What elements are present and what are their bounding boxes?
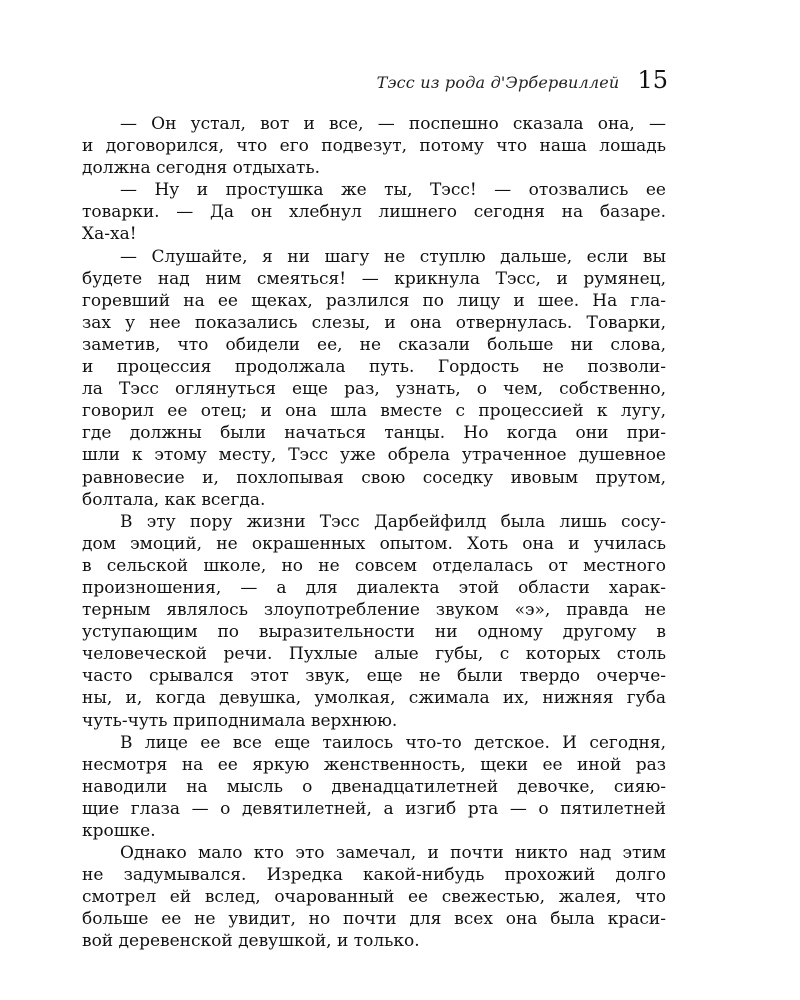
text-line: болтала, как всегда. [82, 489, 266, 510]
text-line: где должны были начаться танцы. Но когда они при- [82, 423, 666, 444]
paragraph [82, 113, 666, 179]
text-line: Однако мало кто это замечал, и почти никто над этим [120, 843, 666, 864]
text-line: больше ее не увидит, но почти для всех она была краси- [82, 909, 666, 930]
text-line: — Ну и простушка же ты, Тэсс! — отозвались ее [120, 180, 666, 201]
text-line: шли к этому месту, Тэсс уже обрела утраченное душевное [82, 445, 666, 466]
text-line: зах у нее показались слезы, и она отвернулась. Товарки, [82, 312, 666, 333]
text-line: В эту пору жизни Тэсс Дарбейфилд была лишь сосу- [120, 511, 666, 532]
text-line: будете над ним смеяться! — крикнула Тэсс, и румянец, [82, 268, 666, 289]
text-line: уступающим по выразительности ни одному другому в [82, 622, 666, 643]
text-line: дом эмоций, не окрашенных опытом. Хоть она и училась [82, 533, 666, 554]
text-line: Ха-ха! [82, 224, 137, 245]
text-line: произношения, — а для диалекта этой области харак- [82, 577, 666, 598]
text-line: равновесие и, похлопывая свою соседку ивовым прутом, [82, 467, 666, 488]
paragraph [82, 732, 666, 842]
text-line: заметив, что обидели ее, не сказали больше ни слова, [82, 334, 666, 355]
book-title: Тэсс из рода д'Эрбервиллей [376, 73, 620, 92]
text-line: в сельской школе, но не совсем отделалась от местного [82, 555, 666, 576]
text-line: человеческой речи. Пухлые алые губы, с которых столь [82, 644, 666, 665]
text-line: щие глаза — о девятилетней, а изгиб рта — о пятилетней [82, 798, 666, 819]
body-text [82, 113, 666, 953]
text-line: не задумывался. Изредка какой-нибудь прохожий долго [82, 865, 666, 886]
text-line: и договорился, что его подвезут, потому что наша лошадь [82, 136, 666, 157]
text-line: говорил ее отец; и она шла вместе с процессией к лугу, [82, 401, 666, 422]
text-line: ны, и, когда девушка, умолкая, сжимала их, нижняя губа [82, 688, 666, 709]
text-line: товарки. — Да он хлебнул лишнего сегодня на базаре. [82, 202, 666, 223]
text-line: ла Тэсс оглянуться еще раз, узнать, о чем, собственно, [82, 379, 666, 400]
paragraph [82, 511, 666, 732]
text-line: В лице ее все еще таилось что-то детское. И сегодня, [120, 732, 666, 753]
text-line: часто срывался этот звук, еще не были твердо очерче- [82, 666, 666, 687]
text-line: и процессия продолжала путь. Гордость не позволи- [82, 357, 666, 378]
text-line: вой деревенской девушкой, и только. [82, 931, 420, 952]
running-header [377, 68, 668, 92]
text-line: наводили на мысль о двенадцатилетней девочке, сияю- [82, 776, 666, 797]
text-line: — Слушайте, я ни шагу не ступлю дальше, если вы [120, 246, 666, 267]
paragraph [82, 842, 666, 952]
text-line: чуть-чуть приподнимала верхнюю. [82, 710, 398, 731]
text-line: смотрел ей вслед, очарованный ее свежестью, жалея, что [82, 887, 666, 908]
text-line: должна сегодня отдыхать. [82, 158, 321, 179]
text-line: несмотря на ее яркую женственность, щеки ее иной раз [82, 754, 666, 775]
page-number: 15 [637, 66, 668, 94]
text-line: — Он устал, вот и все, — поспешно сказала она, — [120, 114, 666, 134]
paragraph [82, 246, 666, 511]
text-line: терным являлось злоупотребление звуком «э», правда не [82, 600, 666, 621]
text-line: горевший на ее щеках, разлился по лицу и шее. На гла- [82, 290, 666, 311]
paragraph [82, 179, 666, 245]
text-line: крошке. [82, 821, 156, 841]
